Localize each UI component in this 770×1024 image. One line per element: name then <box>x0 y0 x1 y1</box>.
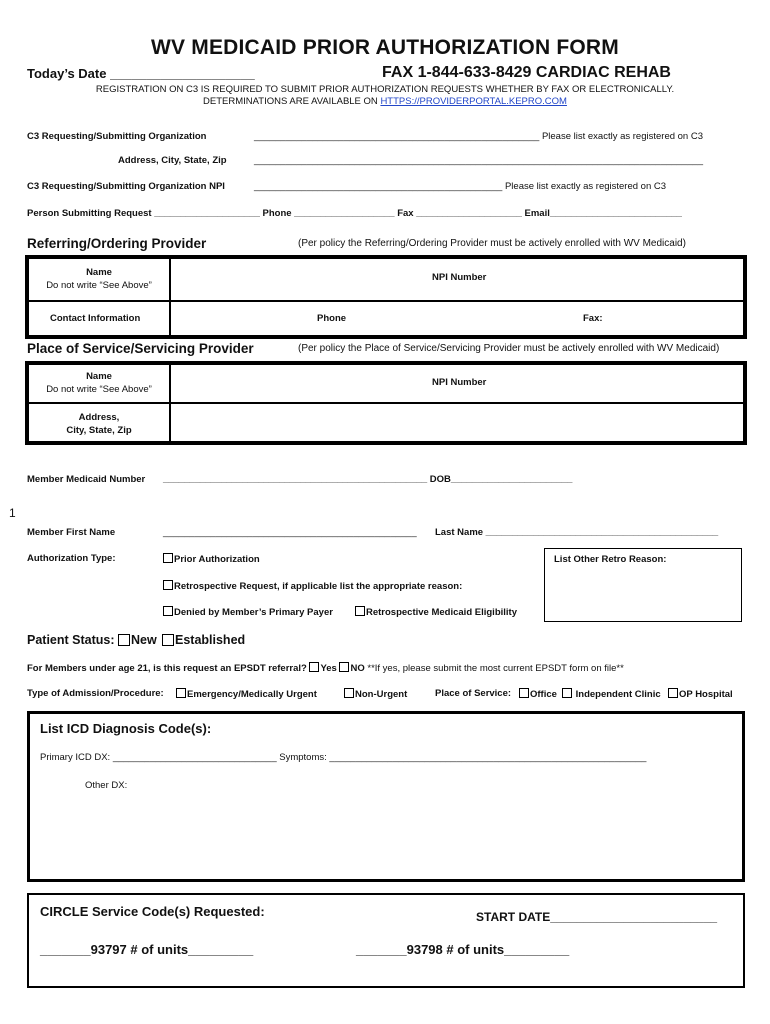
op-hospital-text: OP Hospital <box>679 689 733 700</box>
servicing-address-line1: Address, <box>78 412 120 423</box>
primary-icd-symptoms-field[interactable]: Primary ICD DX: _______________________________ Symptoms: ____________________________________________________________ <box>40 752 647 763</box>
prior-authorization-text: Prior Authorization <box>174 554 260 565</box>
determinations-notice <box>0 96 770 107</box>
epsdt-no-checkbox[interactable] <box>339 662 349 672</box>
patient-status-new-option[interactable] <box>118 633 157 647</box>
referring-npi-label: NPI Number <box>432 272 487 283</box>
retro-eligibility-checkbox[interactable] <box>355 606 365 616</box>
patient-new-checkbox[interactable] <box>118 634 130 646</box>
patient-established-checkbox[interactable] <box>162 634 174 646</box>
servicing-npi-label: NPI Number <box>432 377 487 388</box>
retrospective-checkbox[interactable] <box>163 580 173 590</box>
epsdt-yes-text: Yes <box>320 663 337 674</box>
authorization-type-label: Authorization Type: <box>27 553 116 564</box>
emergency-option[interactable] <box>176 688 317 700</box>
code-93798-field[interactable]: _______93798 # of units_________ <box>356 942 570 957</box>
emergency-checkbox[interactable] <box>176 688 186 698</box>
determinations-text: DETERMINATIONS ARE AVAILABLE ON <box>203 96 381 107</box>
referring-contact-label: Contact Information <box>50 313 141 324</box>
org-field[interactable]: ______________________________________________________ Please list exactly as registered on C3 <box>254 131 703 142</box>
member-medicaid-label: Member Medicaid Number <box>27 474 146 485</box>
servicing-policy-note: (Per policy the Place of Service/Servicing Provider must be actively enrolled with WV Medicaid) <box>298 343 720 354</box>
org-label: C3 Requesting/Submitting Organization <box>27 131 207 142</box>
clinic-text: Independent Clinic <box>575 689 661 700</box>
form-title: WV MEDICAID PRIOR AUTHORIZATION FORM <box>150 36 619 59</box>
office-checkbox[interactable] <box>519 688 529 698</box>
office-option[interactable] <box>519 688 557 700</box>
denied-primary-payer-text: Denied by Member’s Primary Payer <box>174 607 333 618</box>
org-npi-field[interactable]: _______________________________________________ Please list exactly as registered on C3 <box>254 181 667 192</box>
retro-eligibility-text: Retrospective Medicaid Eligibility <box>366 607 517 618</box>
prior-authorization-option[interactable] <box>163 553 260 565</box>
code-93797-field[interactable]: _______93797 # of units_________ <box>40 942 254 957</box>
provider-portal-link[interactable]: HTTPS://PROVIDERPORTAL.KEPRO.COM <box>380 96 567 107</box>
epsdt-row <box>27 662 624 674</box>
retrospective-option[interactable] <box>163 580 462 592</box>
clinic-checkbox[interactable] <box>562 688 572 698</box>
denied-primary-payer-checkbox[interactable] <box>163 606 173 616</box>
org-npi-label: C3 Requesting/Submitting Organization NPI <box>27 181 225 192</box>
fax-number-heading: FAX 1-844-633-8429 CARDIAC REHAB <box>382 64 671 81</box>
non-urgent-text: Non-Urgent <box>355 689 408 700</box>
retro-eligibility-option[interactable] <box>355 606 517 618</box>
other-retro-reason-box[interactable] <box>544 548 742 622</box>
referring-row-divider <box>29 300 743 302</box>
page-marker: 1 <box>9 506 16 520</box>
admission-type-label: Type of Admission/Procedure: <box>27 688 164 699</box>
servicing-address-label <box>29 411 169 437</box>
start-date-field[interactable]: START DATE_________________________ <box>476 910 718 924</box>
servicing-name-note: Do not write “See Above” <box>46 384 152 395</box>
referring-name-note: Do not write “See Above” <box>46 280 152 291</box>
service-codes-heading: CIRCLE Service Code(s) Requested: <box>40 904 265 919</box>
denied-primary-payer-option[interactable] <box>163 606 333 618</box>
other-dx-label: Other DX: <box>85 780 128 791</box>
address-field[interactable]: _____________________________________________________________________________________ <box>254 155 704 166</box>
servicing-row-divider <box>29 402 743 404</box>
patient-established-text: Established <box>175 633 246 647</box>
member-first-name-label: Member First Name <box>27 527 116 538</box>
place-of-service-label: Place of Service: <box>435 688 512 699</box>
referring-provider-heading: Referring/Ordering Provider <box>27 236 207 251</box>
servicing-name-label <box>29 370 169 396</box>
op-hospital-checkbox[interactable] <box>668 688 678 698</box>
referring-divider <box>169 259 171 335</box>
member-first-name-field[interactable]: ________________________________________________ <box>163 527 417 538</box>
patient-status-established-option[interactable] <box>162 633 245 647</box>
epsdt-question: For Members under age 21, is this request an EPSDT referral? <box>27 663 307 674</box>
todays-date-field[interactable]: Today’s Date ____________________ <box>27 66 255 81</box>
office-text: Office <box>530 689 557 700</box>
member-last-name-field[interactable]: Last Name ____________________________________________ <box>435 527 719 538</box>
address-label: Address, City, State, Zip <box>118 155 227 166</box>
diagnosis-box <box>27 711 745 882</box>
referring-name-title: Name <box>86 267 112 278</box>
clinic-option[interactable] <box>562 688 661 700</box>
other-retro-reason-label: List Other Retro Reason: <box>554 554 667 565</box>
servicing-address-line2: City, State, Zip <box>66 425 132 436</box>
patient-status-label: Patient Status: <box>27 633 115 647</box>
non-urgent-checkbox[interactable] <box>344 688 354 698</box>
non-urgent-option[interactable] <box>344 688 407 700</box>
op-hospital-option[interactable] <box>668 688 733 700</box>
patient-new-text: New <box>131 633 157 647</box>
member-medicaid-dob-field[interactable]: __________________________________________________ DOB_______________________ <box>163 474 573 485</box>
person-submitting-row[interactable]: Person Submitting Request ____________________ Phone ___________________ Fax ____________________ Email_________________________ <box>27 208 682 219</box>
referring-fax-label: Fax: <box>583 313 603 324</box>
referring-policy-note: (Per policy the Referring/Ordering Provider must be actively enrolled with WV Medicaid) <box>298 238 686 249</box>
servicing-name-title: Name <box>86 371 112 382</box>
prior-authorization-checkbox[interactable] <box>163 553 173 563</box>
epsdt-no-text: NO <box>350 663 365 674</box>
registration-notice: REGISTRATION ON C3 IS REQUIRED TO SUBMIT PRIOR AUTHORIZATION REQUESTS WHETHER BY FAX OR ELECTRONICALLY. <box>95 84 675 95</box>
referring-phone-label: Phone <box>317 313 347 324</box>
epsdt-note: **If yes, please submit the most current EPSDT form on file** <box>364 663 624 674</box>
servicing-provider-heading: Place of Service/Servicing Provider <box>27 341 254 356</box>
referring-name-label <box>29 266 169 292</box>
diagnosis-heading: List ICD Diagnosis Code(s): <box>40 721 212 736</box>
epsdt-yes-checkbox[interactable] <box>309 662 319 672</box>
emergency-text: Emergency/Medically Urgent <box>187 689 317 700</box>
retrospective-text: Retrospective Request, if applicable list the appropriate reason: <box>174 581 463 592</box>
